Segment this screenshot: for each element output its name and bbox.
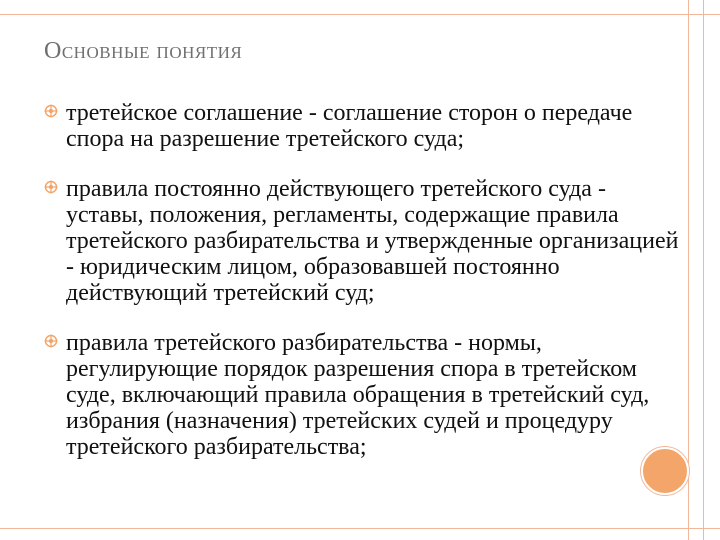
- list-item: [44, 330, 684, 460]
- list-item: [44, 100, 684, 152]
- list-item: [44, 176, 684, 306]
- list-item-text: правила третейского разбирательства - нормы, регулирующие порядок разрешения спора в третейском суде, включающий правила обращения в третейский суд, избрания (назначения) третейских судей и процедуру третейского разбирательства;: [66, 330, 650, 460]
- decorative-vertical-line: [688, 0, 689, 540]
- bullet-list: [44, 100, 684, 484]
- radial-bullet-icon: [44, 104, 58, 118]
- list-item-text: третейское соглашение - соглашение сторон о передаче спора на разрешение третейского суда;: [66, 100, 633, 152]
- radial-bullet-icon: [44, 180, 58, 194]
- slide-title: Основные понятия: [44, 38, 243, 64]
- decorative-vertical-line-2: [703, 0, 704, 540]
- decorative-bottom-line: [0, 528, 720, 529]
- radial-bullet-icon: [44, 334, 58, 348]
- decorative-top-line: [0, 14, 720, 15]
- list-item-text: правила постоянно действующего третейского суда - уставы, положения, регламенты, содержащие правила третейского разбирательства и утвержденные организацией - юридическим лицом, образовавшей постоянно действующий третейский суд;: [66, 176, 679, 306]
